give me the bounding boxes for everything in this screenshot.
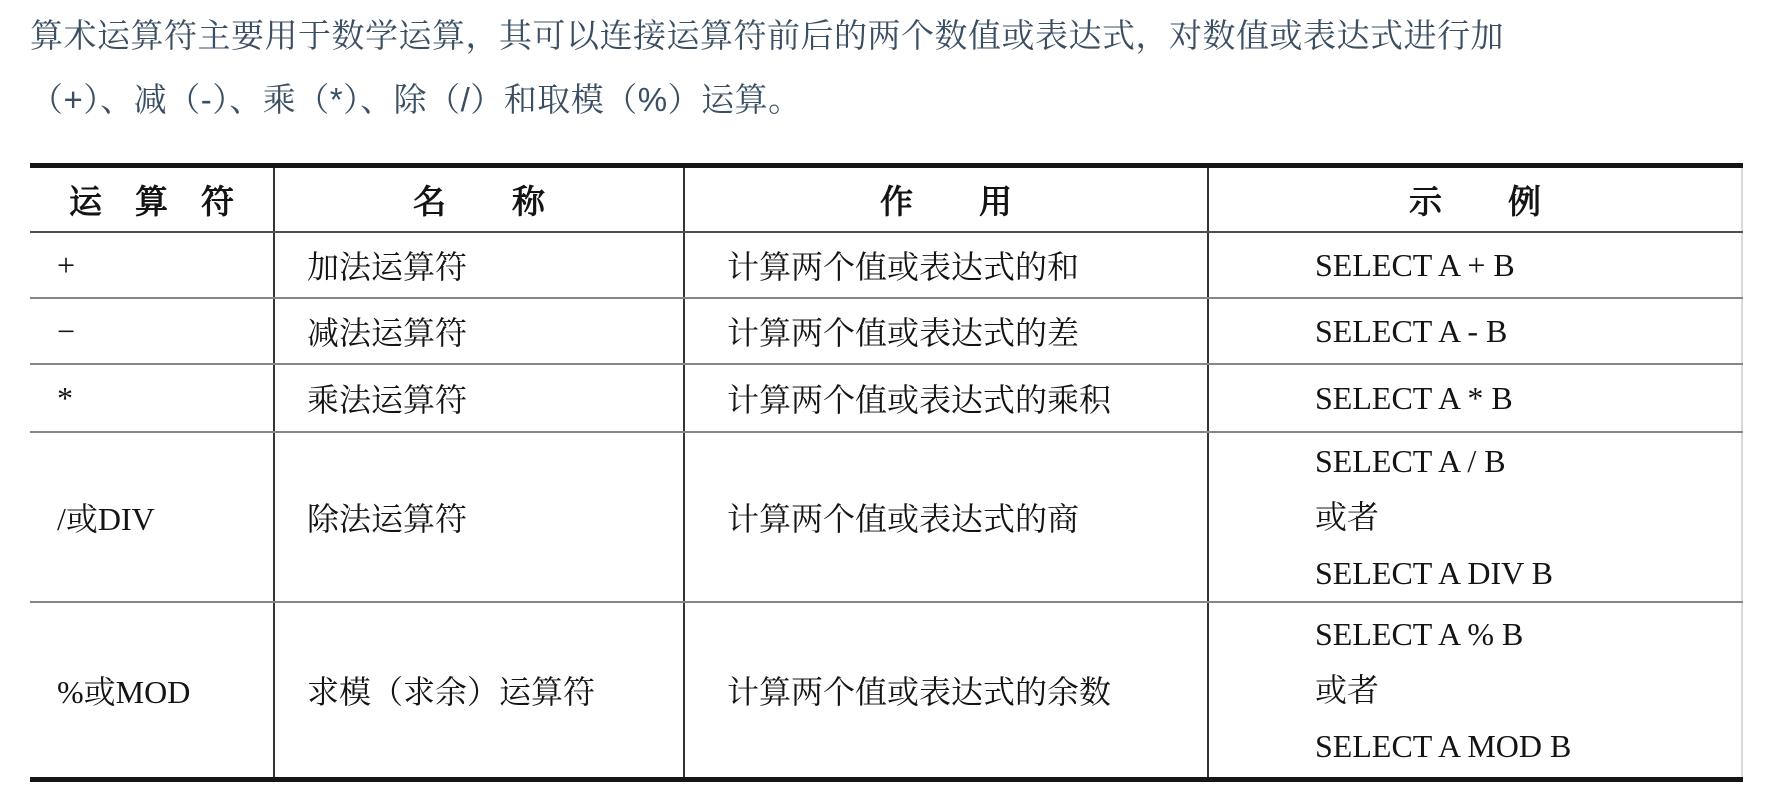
operator-cell: * (30, 364, 274, 432)
example-line: SELECT A + B (1315, 247, 1515, 283)
name-cell: 乘法运算符 (274, 364, 684, 432)
header-example: 示 例 (1208, 166, 1742, 233)
example-cell (1208, 602, 1742, 780)
function-cell: 计算两个值或表达式的余数 (684, 602, 1208, 780)
example-line: SELECT A * B (1315, 380, 1513, 416)
function-cell: 计算两个值或表达式的差 (684, 298, 1208, 364)
name-cell: 除法运算符 (274, 432, 684, 602)
example-line: 或者 (1315, 499, 1380, 535)
example-cell (1208, 364, 1742, 432)
table-row-plus (30, 232, 1742, 298)
example-line: SELECT A MOD B (1315, 728, 1572, 764)
operator-cell: − (30, 298, 274, 364)
intro-paragraph (30, 4, 1744, 132)
table-row-modulo (30, 602, 1742, 780)
example-line: 或者 (1315, 672, 1380, 708)
example-cell (1208, 432, 1742, 602)
arithmetic-operators-table (30, 163, 1743, 782)
name-cell: 加法运算符 (274, 232, 684, 298)
example-line: SELECT A % B (1315, 616, 1524, 652)
name-cell: 求模（求余）运算符 (274, 602, 684, 780)
operator-cell: %或MOD (57, 674, 191, 710)
table-row-divide (30, 432, 1742, 602)
header-operator: 运 算 符 (30, 166, 274, 233)
example-cell (1208, 298, 1742, 364)
table-row-minus (30, 298, 1742, 364)
intro-line-1: 算术运算符主要用于数学运算，其可以连接运算符前后的两个数值或表达式，对数值或表达式进行加 (30, 17, 1504, 54)
example-cell (1208, 232, 1742, 298)
header-name: 名 称 (274, 166, 684, 233)
example-line: SELECT A - B (1315, 313, 1508, 349)
header-function: 作 用 (684, 166, 1208, 233)
name-cell: 减法运算符 (274, 298, 684, 364)
function-cell: 计算两个值或表达式的和 (684, 232, 1208, 298)
intro-line-2: （+）、减（-）、乘（*）、除（/）和取模（%）运算。 (30, 81, 802, 118)
table-header-row (30, 166, 1742, 233)
example-line: SELECT A / B (1315, 443, 1506, 479)
example-line: SELECT A DIV B (1315, 555, 1553, 591)
operator-cell: + (30, 232, 274, 298)
operator-cell: /或DIV (30, 432, 274, 602)
function-cell: 计算两个值或表达式的商 (684, 432, 1208, 602)
table-row-multiply (30, 364, 1742, 432)
function-cell: 计算两个值或表达式的乘积 (684, 364, 1208, 432)
